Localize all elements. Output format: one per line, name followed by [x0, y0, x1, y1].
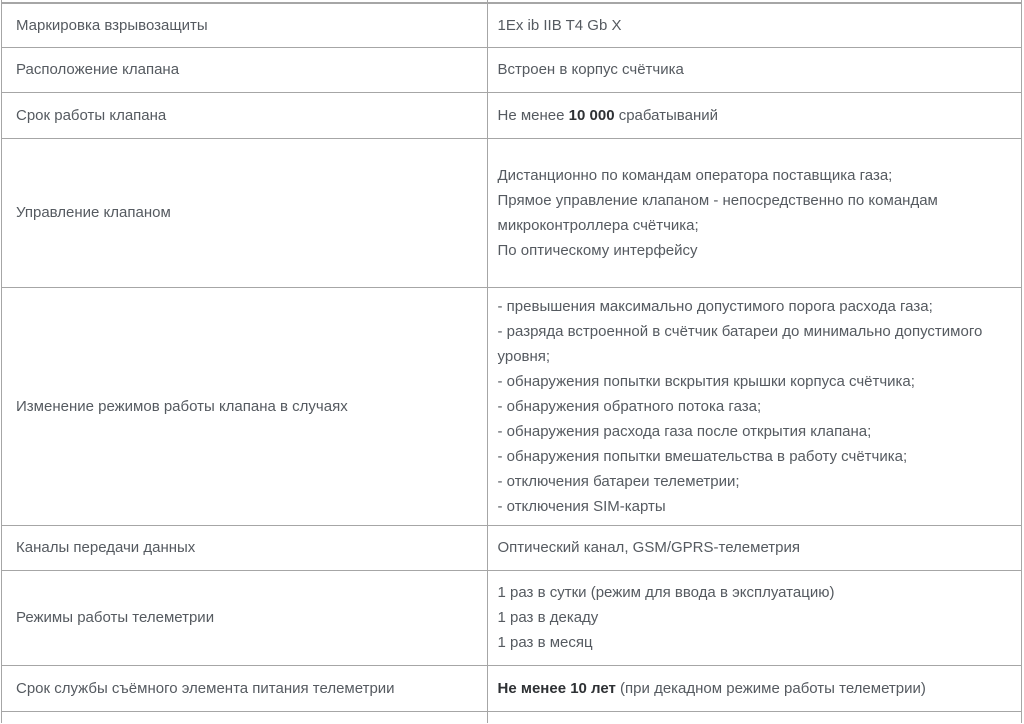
- spec-row-1: [2, 47, 1022, 92]
- spec-row-7: [2, 665, 1022, 711]
- spec-row-5: [2, 525, 1022, 570]
- spec-value-cell: [487, 47, 1021, 92]
- value-text: срабатываний: [614, 106, 718, 124]
- value-text-bold: Не менее 10 лет: [497, 679, 616, 697]
- value-text: Дистанционно по командам оператора поставщика газа;: [497, 166, 893, 184]
- value-text: 1Ex ib IIB T4 Gb X: [497, 16, 622, 34]
- spec-label-cell: Срок службы съёмного элемента питания телеметрии: [2, 665, 488, 711]
- value-text: Прямое управление клапаном - непосредственно по командам микроконтроллера счётчика;: [497, 191, 938, 234]
- value-text: - отключения батареи телеметрии;: [497, 472, 740, 490]
- spec-value-cell: [487, 570, 1021, 665]
- specifications-table: [1, 0, 1022, 723]
- spec-label-cell: Маркировка взрывозащиты: [2, 3, 488, 47]
- partial-row-bottom: [2, 711, 1022, 723]
- value-text: - обнаружения расхода газа после открытия клапана;: [497, 422, 872, 440]
- partial-row-bottom-label-cell: [2, 711, 488, 723]
- spec-row-0: [2, 3, 1022, 47]
- spec-row-3: [2, 138, 1022, 287]
- value-text: Оптический канал, GSM/GPRS-телеметрия: [497, 539, 800, 556]
- spec-value-cell: [487, 665, 1021, 711]
- value-text: Не менее: [497, 106, 569, 124]
- value-text: Встроен в корпус счётчика: [497, 61, 684, 78]
- spec-label-cell: Изменение режимов работы клапана в случаях: [2, 287, 488, 525]
- spec-row-6: [2, 570, 1022, 665]
- value-text-bold: 10 000: [568, 106, 615, 124]
- value-text: 1 раз в месяц: [497, 634, 593, 651]
- spec-label-cell: Срок работы клапана: [2, 92, 488, 138]
- spec-label-cell: Каналы передачи данных: [2, 525, 488, 570]
- value-text: - обнаружения обратного потока газа;: [497, 397, 762, 415]
- spec-row-4: [2, 287, 1022, 525]
- spec-label-cell: Режимы работы телеметрии: [2, 570, 488, 665]
- value-text: - обнаружения попытки вскрытия крышки корпуса счётчика;: [497, 372, 915, 390]
- value-text: 1 раз в декаду: [497, 609, 599, 626]
- value-text: - разряда встроенной в счётчик батареи до минимально допустимого уровня;: [497, 322, 983, 365]
- spec-value-cell: [487, 138, 1021, 287]
- spec-row-2: [2, 92, 1022, 138]
- spec-label-cell: Управление клапаном: [2, 138, 488, 287]
- spec-value-cell: [487, 525, 1021, 570]
- value-text: - обнаружения попытки вмешательства в работу счётчика;: [497, 447, 908, 465]
- spec-value-cell: [487, 287, 1021, 525]
- spec-value-cell: [487, 3, 1021, 47]
- partial-row-bottom-value-cell: [487, 711, 1021, 723]
- value-text: - отключения SIM-карты: [497, 497, 666, 515]
- spec-label-cell: Расположение клапана: [2, 47, 488, 92]
- value-text: - превышения максимально допустимого порога расхода газа;: [497, 297, 933, 315]
- spec-value-cell: [487, 92, 1021, 138]
- value-text: (при декадном режиме работы телеметрии): [615, 679, 926, 697]
- value-text: По оптическому интерфейсу: [497, 241, 698, 259]
- value-text: 1 раз в сутки (режим для ввода в эксплуатацию): [497, 584, 835, 601]
